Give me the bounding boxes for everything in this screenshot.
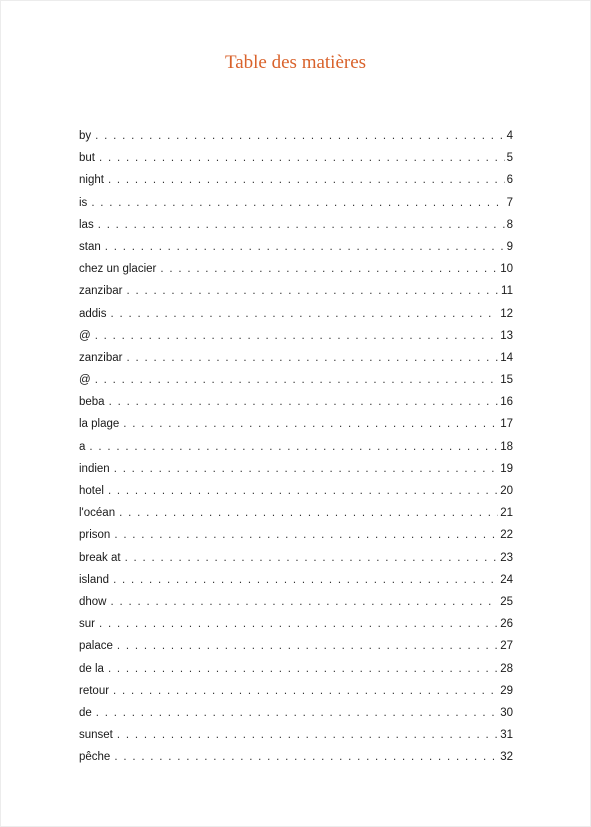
toc-entry-label: island xyxy=(79,573,110,586)
toc-entry[interactable] xyxy=(79,308,513,330)
toc-entry[interactable] xyxy=(79,396,513,418)
table-of-contents xyxy=(79,130,513,773)
toc-dot-leader xyxy=(96,707,498,719)
toc-entry[interactable] xyxy=(79,574,513,596)
toc-entry[interactable] xyxy=(79,463,513,485)
toc-dot-leader xyxy=(108,485,498,497)
toc-entry[interactable] xyxy=(79,285,513,307)
toc-dot-leader xyxy=(119,507,498,519)
toc-entry-page-number: 10 xyxy=(500,263,513,276)
toc-dot-leader xyxy=(123,418,498,430)
toc-entry-page-number: 21 xyxy=(500,507,513,520)
toc-dot-leader xyxy=(125,552,499,564)
toc-entry[interactable] xyxy=(79,640,513,662)
toc-entry[interactable] xyxy=(79,707,513,729)
toc-entry[interactable] xyxy=(79,174,513,196)
toc-dot-leader xyxy=(117,640,498,652)
toc-entry-page-number: 29 xyxy=(500,684,513,697)
toc-dot-leader xyxy=(91,197,504,209)
toc-entry[interactable] xyxy=(79,374,513,396)
toc-dot-leader xyxy=(95,330,499,342)
toc-entry[interactable] xyxy=(79,418,513,440)
toc-entry[interactable] xyxy=(79,152,513,174)
toc-entry-label: de la xyxy=(79,662,104,675)
toc-entry-page-number: 15 xyxy=(500,374,513,387)
toc-entry[interactable] xyxy=(79,352,513,374)
toc-entry-page-number: 22 xyxy=(500,529,513,542)
toc-entry[interactable] xyxy=(79,552,513,574)
toc-entry[interactable] xyxy=(79,330,513,352)
toc-entry-label: hotel xyxy=(79,485,104,497)
toc-dot-leader xyxy=(126,285,499,297)
toc-entry-label: la plage xyxy=(79,418,120,431)
toc-entry-page-number: 19 xyxy=(500,462,513,475)
toc-entry[interactable] xyxy=(79,663,513,685)
toc-entry[interactable] xyxy=(79,485,513,507)
toc-dot-leader xyxy=(99,618,498,630)
toc-entry-label: @ xyxy=(79,329,91,342)
toc-dot-leader xyxy=(109,396,499,408)
toc-dot-leader xyxy=(126,352,498,364)
toc-entry[interactable] xyxy=(79,507,513,529)
toc-entry[interactable] xyxy=(79,729,513,751)
toc-entry-label: las xyxy=(79,218,94,231)
toc-entry-label: l'océan xyxy=(79,507,116,520)
toc-dot-leader xyxy=(111,596,499,608)
toc-entry-label: prison xyxy=(79,529,111,542)
toc-entry-page-number: 28 xyxy=(500,662,513,675)
toc-entry-page-number: 18 xyxy=(500,440,513,453)
page-title: Table des matières xyxy=(224,52,367,73)
toc-entry-page-number: 9 xyxy=(506,240,513,253)
toc-dot-leader xyxy=(95,374,499,386)
toc-dot-leader xyxy=(95,130,504,142)
toc-entry-page-number: 5 xyxy=(506,152,513,165)
toc-entry-page-number: 26 xyxy=(500,618,513,631)
toc-entry-label: is xyxy=(79,196,88,209)
toc-entry-label: but xyxy=(79,152,95,165)
toc-entry-page-number: 17 xyxy=(500,418,513,431)
toc-dot-leader xyxy=(114,529,498,541)
toc-entry-page-number: 7 xyxy=(506,196,513,209)
toc-entry-page-number: 23 xyxy=(500,551,513,564)
toc-entry-page-number: 20 xyxy=(500,485,513,497)
toc-entry-label: a xyxy=(79,440,86,453)
toc-entry-label: by xyxy=(79,130,92,142)
toc-dot-leader xyxy=(105,241,505,253)
toc-entry-page-number: 27 xyxy=(500,640,513,653)
toc-entry-page-number: 16 xyxy=(500,396,513,409)
toc-entry-page-number: 12 xyxy=(500,307,513,320)
toc-entry-label: zanzibar xyxy=(79,285,123,298)
toc-entry-page-number: 8 xyxy=(506,218,513,231)
toc-entry-label: retour xyxy=(79,684,110,697)
toc-dot-leader xyxy=(114,751,498,763)
toc-dot-leader xyxy=(114,463,499,475)
toc-entry[interactable] xyxy=(79,751,513,773)
toc-dot-leader xyxy=(111,308,499,320)
toc-entry-page-number: 32 xyxy=(500,751,513,764)
toc-entry-page-number: 14 xyxy=(500,351,513,364)
toc-entry[interactable] xyxy=(79,618,513,640)
toc-entry-label: de xyxy=(79,706,92,719)
toc-entry-label: stan xyxy=(79,240,101,253)
toc-entry-label: indien xyxy=(79,462,110,475)
toc-entry-label: palace xyxy=(79,640,113,653)
toc-entry-page-number: 31 xyxy=(500,729,513,742)
toc-dot-leader xyxy=(113,685,498,697)
toc-entry-label: dhow xyxy=(79,595,107,608)
toc-entry-page-number: 25 xyxy=(500,595,513,608)
toc-entry-page-number: 24 xyxy=(500,573,513,586)
toc-dot-leader xyxy=(108,663,498,675)
toc-entry-page-number: 6 xyxy=(506,174,513,187)
toc-entry[interactable] xyxy=(79,685,513,707)
toc-entry-page-number: 13 xyxy=(500,329,513,342)
toc-entry-label: zanzibar xyxy=(79,351,123,364)
toc-entry-page-number: 30 xyxy=(500,706,513,719)
toc-entry-label: pêche xyxy=(79,751,111,764)
toc-dot-leader xyxy=(89,441,498,453)
toc-entry-page-number: 4 xyxy=(506,130,513,142)
toc-dot-leader xyxy=(160,263,498,275)
toc-dot-leader xyxy=(113,574,498,586)
toc-entry[interactable] xyxy=(79,263,513,285)
toc-dot-leader xyxy=(98,219,505,231)
toc-entry[interactable] xyxy=(79,441,513,463)
toc-dot-leader xyxy=(117,729,498,741)
toc-entry[interactable] xyxy=(79,130,513,152)
toc-entry-label: break at xyxy=(79,551,121,564)
toc-entry-label: chez un glacier xyxy=(79,263,157,276)
toc-entry[interactable] xyxy=(79,197,513,219)
toc-dot-leader xyxy=(99,152,505,164)
toc-entry-label: addis xyxy=(79,307,107,320)
toc-entry[interactable] xyxy=(79,241,513,263)
toc-dot-leader xyxy=(108,174,505,186)
toc-entry-label: night xyxy=(79,174,104,187)
toc-entry[interactable] xyxy=(79,529,513,551)
toc-entry-page-number: 11 xyxy=(501,285,513,298)
toc-entry-label: @ xyxy=(79,374,91,387)
toc-entry-label: beba xyxy=(79,396,105,409)
toc-entry-label: sur xyxy=(79,618,95,631)
toc-entry[interactable] xyxy=(79,219,513,241)
toc-entry[interactable] xyxy=(79,596,513,618)
toc-entry-label: sunset xyxy=(79,729,113,742)
